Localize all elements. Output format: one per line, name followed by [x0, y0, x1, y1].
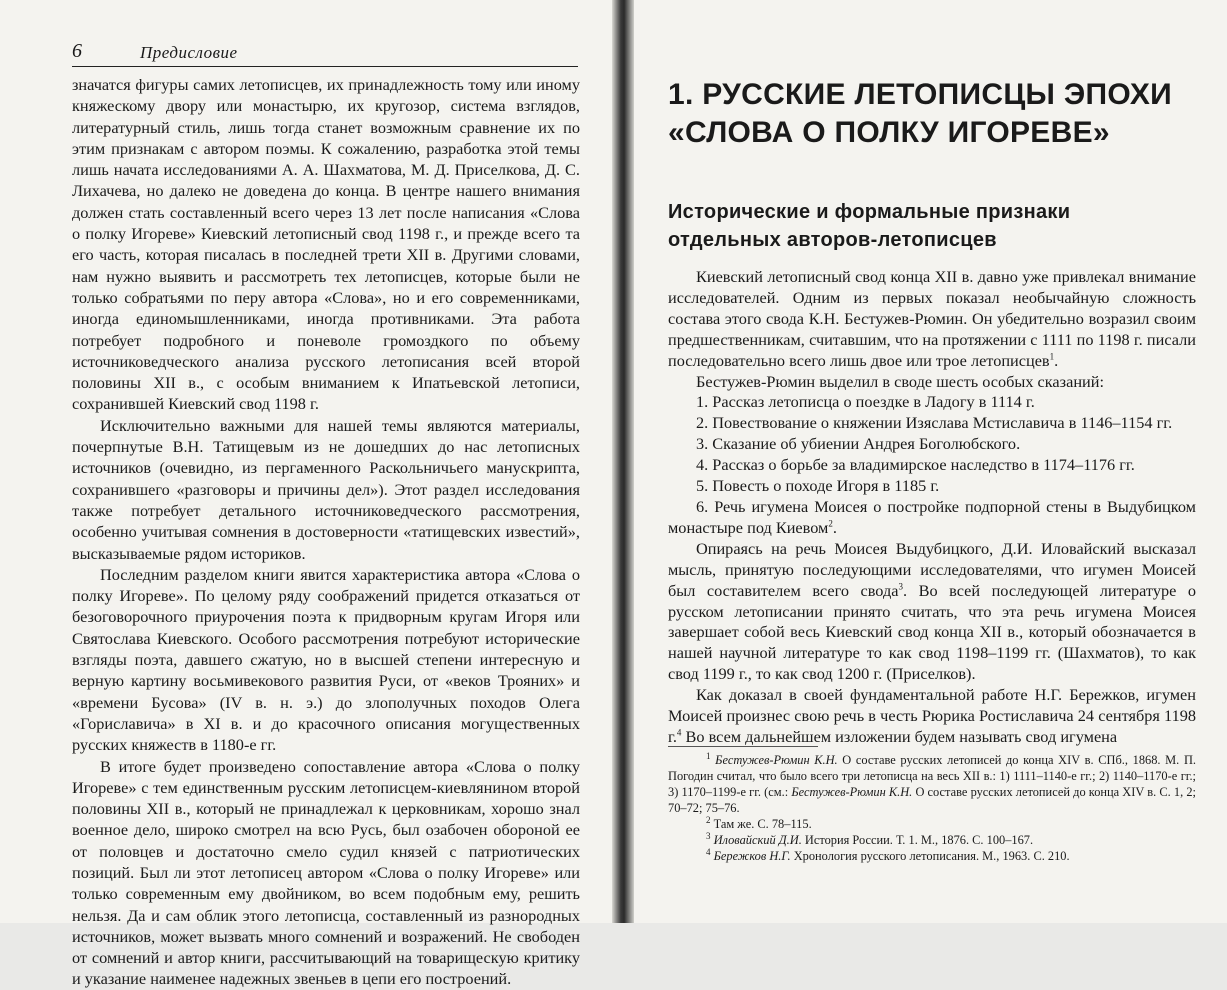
left-page	[0, 0, 612, 989]
paragraph: значатся фигуры самих летописцев, их принадлежность тому или иному княжескому двору или монастырю, их кругозор, система взглядов, литературный стиль, лишь тогда станет возможным сравнение их по этим признакам с автором поэмы. К сожалению, разработка этой темы лишь начата исследованиями А. А. Шахматова, М. Д. Приселкова, Д. С. Лихачева, но далеко не доведена до конца. В центре нашего внимания должен стать составленный всего через 13 лет после написания «Слова о полку Игореве» Киевский летописный свод 1198 г., и прежде всего та его часть, которая писалась в последней трети XII в. Другими словами, нам нужно выявить и рассмотреть тех летописцев, которые были не только собратьями по перу автора «Слова», но и его современниками, иногда единомышленниками, иногда противниками. Эта работа потребует подробного и поневоле громоздкого по объему источниковедческого анализа русского летописания всей второй половины XII в., с особым вниманием к Ипатьевской летописи, сохранившей Киевский свод 1198 г.	[72, 75, 580, 414]
footnote-ref: 2	[828, 518, 833, 529]
paragraph: В итоге будет произведено сопоставление автора «Слова о полку Игореве» с тем единственным русским летописцем-киевлянином второй половины XII в., который не принадлежал к церковникам, хорошо знал военное дело, широко смотрел на всю Русь, был озабочен обороной ее от половцев и достаточно смело судил князей с патриотических позиций. Был ли этот летописец автором «Слова о полку Игореве» или только современным ему двойником, во всем подобным ему, решить нельзя. Да и сам облик этого летописца, составленный из разнородных источников, может вызвать много сомнений и возражений. Не свободен от сомнений и автор книги, рассчитывающий на товарищескую критику и указание наименее надежных звеньев в цепи его построений.	[72, 756, 580, 989]
left-body-text	[72, 74, 580, 990]
running-title: Предисловие	[140, 43, 238, 62]
paragraph: Как доказал в своей фундаментальной работе Н.Г. Бережков, игумен Моисей произнес свою речь в честь Рюрика Ростиславича 24 сентября 1198 г.$^4$ Во всем дальнейшем изложении будем называть свод игумена	[668, 685, 1196, 746]
footnote-rule	[668, 746, 818, 747]
list-item: 6. Речь игумена Моисея о постройке подпорной стены в Выдубицком монастыре под Киевом$^2$.	[668, 496, 1196, 537]
list-item: 3. Сказание об убиении Андрея Боголюбского.	[696, 434, 1021, 454]
paragraph: Бестужев-Рюмин выделил в своде шесть особых сказаний:	[696, 371, 1104, 391]
footnote: $^2$ Там же. С. 78–115.	[706, 814, 812, 831]
footnote: $^4$ Бережков Н.Г. Хронология русского летописания. М., 1963. С. 210.	[706, 846, 1070, 863]
footnote: $^1$ Бестужев-Рюмин К.Н. О составе русских летописей до конца XIV в. СПб., 1868. М. П. Погодин считал, что было всего три летописца на весь XII в.: 1) 1111–1140-е гг.; 2) 1140–1170-е гг.; 3) 1170–1199-е гг. (см.: Бестужев-Рюмин К.Н. О составе русских летописей до конца XIV в. С. 1, 2; 70–72; 75–76.	[668, 750, 1197, 815]
paragraph: Опираясь на речь Моисея Выдубицкого, Д.И. Иловайский высказал мысль, принятую последующими исследователями, что игумен Моисей был составителем всего свода$^3$. Во всей последующей литературе о русском летописании принято считать, что эта речь игумена Моисея завершает собой весь Киевский свод конца XII в., который обозначается в нашей научной литературе то как свод 1198–1199 гг. (Шахматов), то как свод 1199 г., то как свод 1200 г. (Приселков).	[668, 538, 1196, 684]
page-number: 6	[72, 40, 82, 62]
list-item: 4. Рассказ о борьбе за владимирское наследство в 1174–1176 гг.	[696, 455, 1135, 475]
paragraph: Киевский летописный свод конца XII в. давно уже привлекал внимание исследователей. Одним из первых показал необычайную сложность состава этого свода К.Н. Бестужев-Рюмин. Он убедительно возразил своим предшественникам, считавшим, что на протяжении с 1111 по 1198 г. писали последовательно всего лишь двое или трое летописцев$^1$.	[668, 267, 1196, 370]
book-gutter	[612, 0, 634, 923]
paragraph: Исключительно важными для нашей темы являются материалы, почерпнутые В.Н. Татищевым из не дошедших до нас летописных источников (очевидно, из пергаменного Раскольничьего манускрипта, сохранившего «разговоры и причины дел»). Этот раздел исследования также потребует детального источниковедческого рассмотрения, особенно учитывая сомнения в достоверности «татищевских известий», высказываемые рядом историков.	[72, 415, 580, 563]
footnote-ref: 4	[676, 727, 682, 738]
list-item: 1. Рассказ летописца о поездке в Ладогу в 1114 г.	[696, 392, 1035, 412]
footnote-ref: 1	[1049, 351, 1055, 362]
running-head	[72, 40, 578, 67]
list-item: 5. Повесть о походе Игоря в 1185 г.	[696, 476, 940, 496]
paragraph: Последним разделом книги явится характеристика автора «Слова о полку Игореве». По целому ряду соображений придется отказаться от безоговорочного приурочения поэта к придворным кругам Игоря или Святослава Киевского. Особого рассмотрения потребуют исторические взгляды поэта, давшего сжатую, но в высшей степени интересную и верную картину восьмивекового развития Руси, от «веков Трояних» и «времени Бусова» (IV в. н. э.) до злополучных походов Олега «Гориславича» в XI в. и до красочного описания могущественных русских княжеств в 1180-е гг.	[72, 564, 580, 755]
right-page	[634, 0, 1227, 923]
section-title: Исторические и формальные признаки отдельных авторов-летописцев	[668, 201, 1071, 251]
right-body-text	[668, 267, 1196, 748]
footnote: $^3$ Иловайский Д.И. История России. Т. 1. М., 1876. С. 100–167.	[706, 830, 1034, 847]
list-item: 2. Повествование о княжении Изяслава Мстиславича в 1146–1154 гг.	[696, 413, 1173, 433]
footnote-ref: 3	[898, 581, 903, 592]
footnotes	[668, 752, 1196, 864]
chapter-title: 1. РУССКИЕ ЛЕТОПИСЦЫ ЭПОХИ «СЛОВА О ПОЛКУ ИГОРЕВЕ»	[668, 78, 1173, 149]
